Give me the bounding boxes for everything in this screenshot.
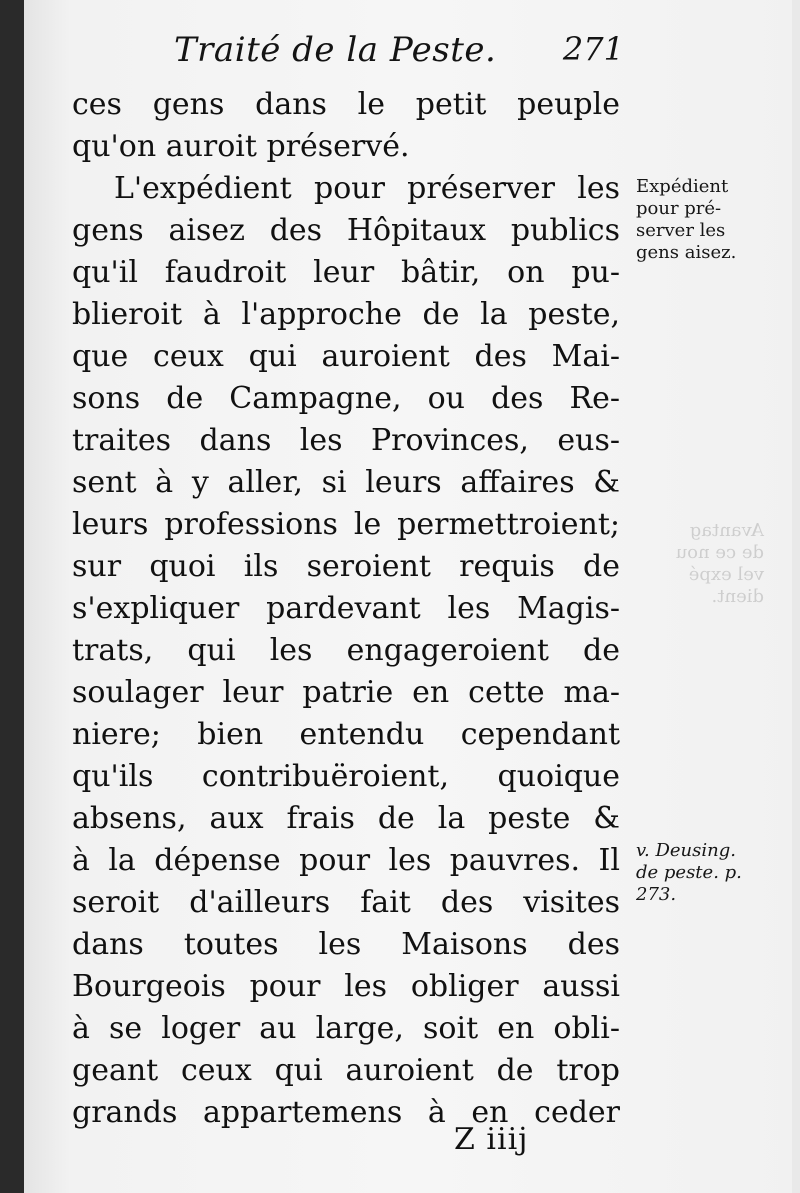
text-line: seroit d'ailleurs fait des visites	[72, 885, 620, 920]
text-line: sent à y aller, si leurs affaires &	[72, 465, 620, 500]
text-line: trats, qui les engageroient de	[72, 633, 620, 668]
page-number: 271	[562, 30, 624, 68]
main-text-block	[72, 84, 620, 1134]
text-line: à la dépense pour les pauvres. Il	[72, 843, 620, 878]
margin-note-line: pour pré-	[636, 198, 722, 219]
margin-note-line: de peste. p.	[636, 862, 742, 883]
bleed-line: dient.	[711, 586, 764, 607]
margin-note-line: v. Deusing.	[636, 840, 736, 861]
text-line: geant ceux qui auroient de trop	[72, 1053, 620, 1088]
margin-note-expedient	[636, 176, 736, 264]
book-page	[24, 0, 800, 1193]
margin-note-line: gens aisez.	[636, 242, 737, 263]
text-line: Bourgeois pour les obliger aussi	[72, 969, 620, 1004]
margin-note-line: 273.	[636, 884, 677, 905]
bleed-line: Avantag	[689, 520, 764, 541]
text-line: s'expliquer pardevant les Magis-	[72, 591, 620, 626]
margin-note-line: Expédient	[636, 176, 729, 197]
text-line: gens aisez des Hôpitaux publics	[72, 213, 620, 248]
text-line: absens, aux frais de la peste &	[72, 801, 620, 836]
running-title: Traité de la Peste.	[174, 30, 497, 70]
signature-mark: Z iiij	[454, 1122, 529, 1157]
text-line: que ceux qui auroient des Mai-	[72, 339, 620, 374]
text-line: qu'on auroit préservé.	[72, 129, 410, 164]
margin-note-line: server les	[636, 220, 726, 241]
text-line: qu'ils contribuëroient, quoique	[72, 759, 620, 794]
text-line: grands appartemens à en ceder	[72, 1095, 620, 1130]
text-line: L'expédient pour préserver les	[114, 171, 620, 206]
bleed-through-text	[614, 520, 764, 640]
page-header	[174, 30, 624, 80]
text-line: dans toutes les Maisons des	[72, 927, 620, 962]
bleed-line: vel expé	[688, 564, 764, 585]
text-line: qu'il faudroit leur bâtir, on pu-	[72, 255, 620, 290]
text-line: traites dans les Provinces, eus-	[72, 423, 620, 458]
margin-note-reference	[636, 840, 742, 906]
text-line: à se loger au large, soit en obli-	[72, 1011, 620, 1046]
text-line: blieroit à l'approche de la peste,	[72, 297, 620, 332]
text-line: niere; bien entendu cependant	[72, 717, 620, 752]
text-line: sur quoi ils seroient requis de	[72, 549, 620, 584]
text-line: leurs professions le permettroient;	[72, 507, 620, 542]
text-line: sons de Campagne, ou des Re-	[72, 381, 620, 416]
bleed-line: de ce nou	[675, 542, 764, 563]
text-line: ces gens dans le petit peuple	[72, 87, 620, 122]
text-line: soulager leur patrie en cette ma-	[72, 675, 620, 710]
